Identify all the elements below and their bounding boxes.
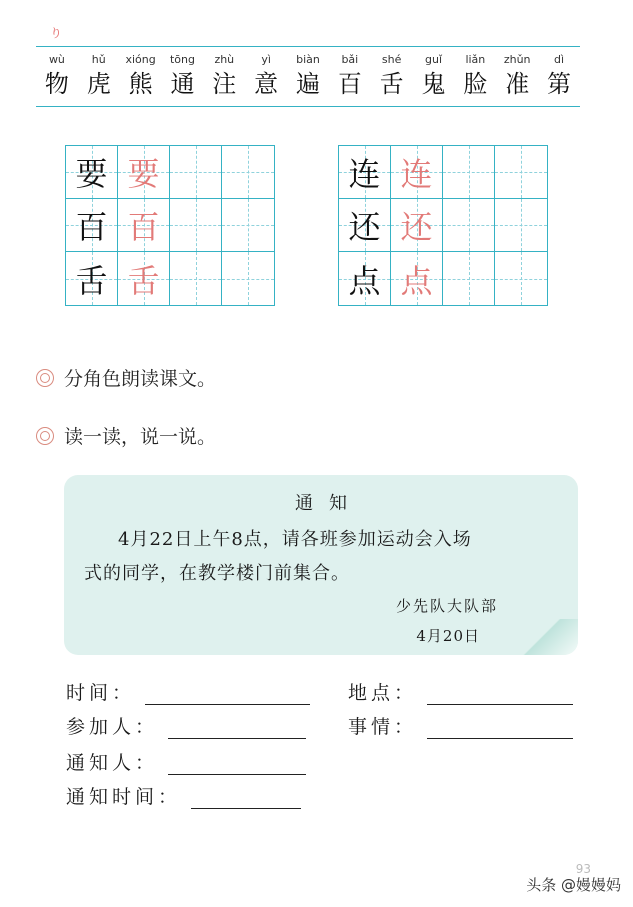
pinyin: liǎn: [465, 53, 486, 66]
page-number: 93: [575, 862, 591, 876]
model-char: 连: [348, 155, 381, 193]
model-char: 舌: [75, 261, 108, 300]
vocab-item: [371, 52, 413, 100]
time-label: 时间：: [66, 682, 136, 704]
watermark: [526, 862, 621, 895]
vocab-char: 通: [170, 70, 195, 98]
vocab-char: 第: [547, 70, 572, 98]
vocab-char: 脸: [463, 70, 488, 98]
matter-field: [348, 712, 573, 739]
grid-cell[interactable]: [222, 146, 274, 199]
grid-cell[interactable]: [222, 252, 274, 305]
vocab-char: 舌: [379, 70, 404, 98]
vocab-bottom-rule: [36, 106, 580, 107]
grid-cell[interactable]: [222, 199, 274, 252]
participants-blank[interactable]: [168, 718, 306, 739]
vocab-item: [329, 52, 371, 100]
grid-cell: [391, 146, 443, 199]
participants-field: [66, 712, 306, 739]
vocab-item: [287, 52, 329, 100]
pinyin: yì: [261, 53, 271, 66]
pinyin: tōng: [169, 53, 195, 66]
vocab-item: [454, 52, 496, 100]
notice-card: [64, 475, 578, 655]
grid-cell[interactable]: [170, 252, 222, 305]
grid-cell[interactable]: [170, 146, 222, 199]
grid-cell: [118, 199, 170, 252]
matter-label: 事情：: [348, 716, 418, 738]
participants-label: 参加人：: [66, 716, 159, 738]
vocab-char: 准: [505, 70, 530, 98]
watermark-text: 头条 @嫚嫚妈: [526, 876, 621, 894]
instruction-read-say: [36, 422, 216, 449]
time-blank[interactable]: [145, 684, 310, 705]
pinyin: xióng: [125, 53, 156, 66]
pinyin: zhǔn: [503, 53, 531, 66]
flower-bullet-icon: [36, 427, 54, 445]
corner-mark: り: [50, 26, 63, 40]
grid-cell[interactable]: [443, 252, 495, 305]
vocab-item: [120, 52, 162, 100]
grid-cell: [66, 146, 118, 199]
trace-char: 要: [127, 155, 160, 193]
flower-bullet-icon: [36, 369, 54, 387]
vocab-item: [203, 52, 245, 100]
vocab-item: [413, 52, 455, 100]
vocab-item: [245, 52, 287, 100]
vocab-item: [496, 52, 538, 100]
grid-cell: [118, 252, 170, 305]
pinyin: shé: [381, 53, 402, 66]
notifier-field: [66, 748, 306, 775]
grid-cell[interactable]: [170, 199, 222, 252]
grid-cell: [391, 252, 443, 305]
trace-char: 连: [400, 155, 433, 193]
grid-cell: [66, 252, 118, 305]
place-field: [348, 678, 573, 705]
vocab-char: 百: [337, 70, 362, 98]
notice-signature: 少先队大队部: [395, 597, 498, 615]
vocab-item: [36, 52, 78, 100]
pinyin: zhù: [214, 53, 235, 66]
model-char: 点: [348, 261, 381, 300]
vocab-item: [162, 52, 204, 100]
notifier-label: 通知人：: [66, 752, 159, 774]
notice-title: 通知: [295, 493, 363, 514]
model-char: 百: [75, 208, 108, 246]
notice-date: 4月20日: [416, 627, 480, 645]
notice-body-line-1: 4月22日上午8点，请各班参加运动会入场: [118, 529, 472, 550]
instruction-role-reading: [36, 364, 216, 391]
place-blank[interactable]: [427, 684, 573, 705]
matter-blank[interactable]: [427, 718, 573, 739]
grid-cell[interactable]: [495, 146, 547, 199]
grid-cell[interactable]: [443, 146, 495, 199]
notifier-blank[interactable]: [168, 754, 306, 775]
grid-cell[interactable]: [495, 252, 547, 305]
instruction-text: 读一读，说一说。: [64, 426, 217, 448]
writing-grid-right: [338, 145, 548, 306]
vocab-char: 熊: [128, 70, 153, 98]
vocab-strip: [36, 52, 580, 100]
pinyin: guǐ: [425, 53, 443, 66]
vocab-char: 虎: [86, 70, 111, 98]
vocab-top-rule: [36, 46, 580, 47]
vocab-item: [78, 52, 120, 100]
vocab-char: 遍: [295, 70, 320, 98]
grid-cell: [339, 146, 391, 199]
trace-char: 点: [400, 261, 433, 300]
vocab-char: 物: [44, 70, 69, 98]
grid-cell: [339, 252, 391, 305]
vocab-char: 注: [212, 70, 237, 98]
trace-char: 还: [400, 208, 433, 246]
grid-cell[interactable]: [443, 199, 495, 252]
grid-cell: [391, 199, 443, 252]
trace-char: 百: [127, 208, 160, 246]
pinyin: bǎi: [341, 53, 359, 66]
time-field: [66, 678, 310, 705]
page-curl-decoration: [508, 619, 578, 655]
grid-cell: [118, 146, 170, 199]
notice-time-label: 通知时间：: [66, 786, 182, 808]
vocab-char: 鬼: [421, 70, 446, 98]
model-char: 要: [75, 155, 108, 193]
pinyin: dì: [554, 53, 565, 66]
grid-cell: [339, 199, 391, 252]
notice-body-line-2: 式的同学，在教学楼门前集合。: [84, 563, 350, 584]
vocab-item: [538, 52, 580, 100]
grid-cell[interactable]: [495, 199, 547, 252]
trace-char: 舌: [127, 261, 160, 300]
model-char: 还: [348, 208, 381, 246]
grid-cell: [66, 199, 118, 252]
vocab-char: 意: [254, 70, 279, 98]
writing-grid-left: [65, 145, 275, 306]
place-label: 地点：: [348, 682, 418, 704]
pinyin: wù: [48, 53, 65, 66]
notice-time-field: [66, 782, 301, 809]
notice-time-blank[interactable]: [191, 788, 301, 809]
pinyin: hǔ: [91, 53, 106, 66]
pinyin: biàn: [296, 53, 320, 66]
instruction-text: 分角色朗读课文。: [64, 368, 217, 390]
